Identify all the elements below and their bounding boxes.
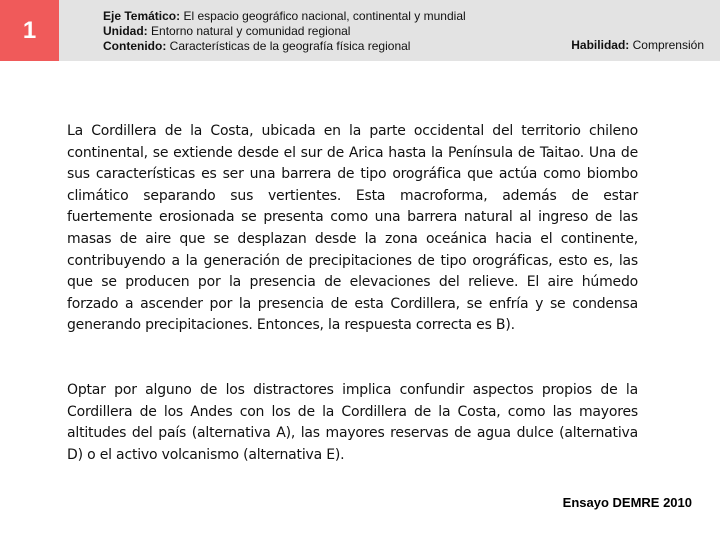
contenido-label: Contenido: [103,39,167,53]
explanation-paragraph-1 [67,121,638,337]
habilidad-line [571,38,704,53]
source-citation: Ensayo DEMRE 2010 [562,495,692,510]
slide-number-badge [0,0,59,61]
unidad-line [103,24,466,39]
cordillera-term: Cordillera de la Costa [91,123,250,139]
contenido-line [103,39,466,54]
eje-tematico-value: El espacio geográfico nacional, continental y mundial [183,9,466,23]
slide-number: 1 [22,16,37,44]
habilidad-label: Habilidad: [571,38,630,52]
paragraph-1-body: , ubicada en la parte occidental del territorio chileno continental, se extiende desde el sur de Arica hasta la Península de Taitao. Una de sus características es ser una barrera de tipo orográfica que actúa como biombo climático separando sus vertientes. Esta macroforma, además de estar fuertemente erosionada se presenta como una barrera natural al ingreso de las masas de aire que se desplazan desde la zona oceánica hacia el continente, contribuyendo a la generación de precipitaciones de tipo orográficas, esto es, las que se producen por la presencia de elevaciones del relieve. El aire húmedo forzado a ascender por la presencia de esta Cordillera, se enfría y se condensa generando precipitaciones. Entonces, la respuesta correcta es B). [67,123,639,334]
eje-tematico-label: Eje Temático: [103,9,181,23]
habilidad-value: Comprensión [632,38,704,52]
explanation-paragraph-2: Optar por alguno de los distractores implica confundir aspectos propios de la Cordillera de los Andes con los de la Cordillera de la Costa, como las mayores altitudes del país (alternativa A), las mayores reservas de agua dulce (alternativa D) o el activo volcanismo (alternativa E). [67,382,638,463]
unidad-value: Entorno natural y comunidad regional [151,24,351,38]
paragraph-1-intro: La [67,123,92,139]
unidad-label: Unidad: [103,24,148,38]
contenido-value: Características de la geografía física regional [169,39,411,53]
eje-tematico-line [103,9,466,24]
header-meta [103,9,466,54]
